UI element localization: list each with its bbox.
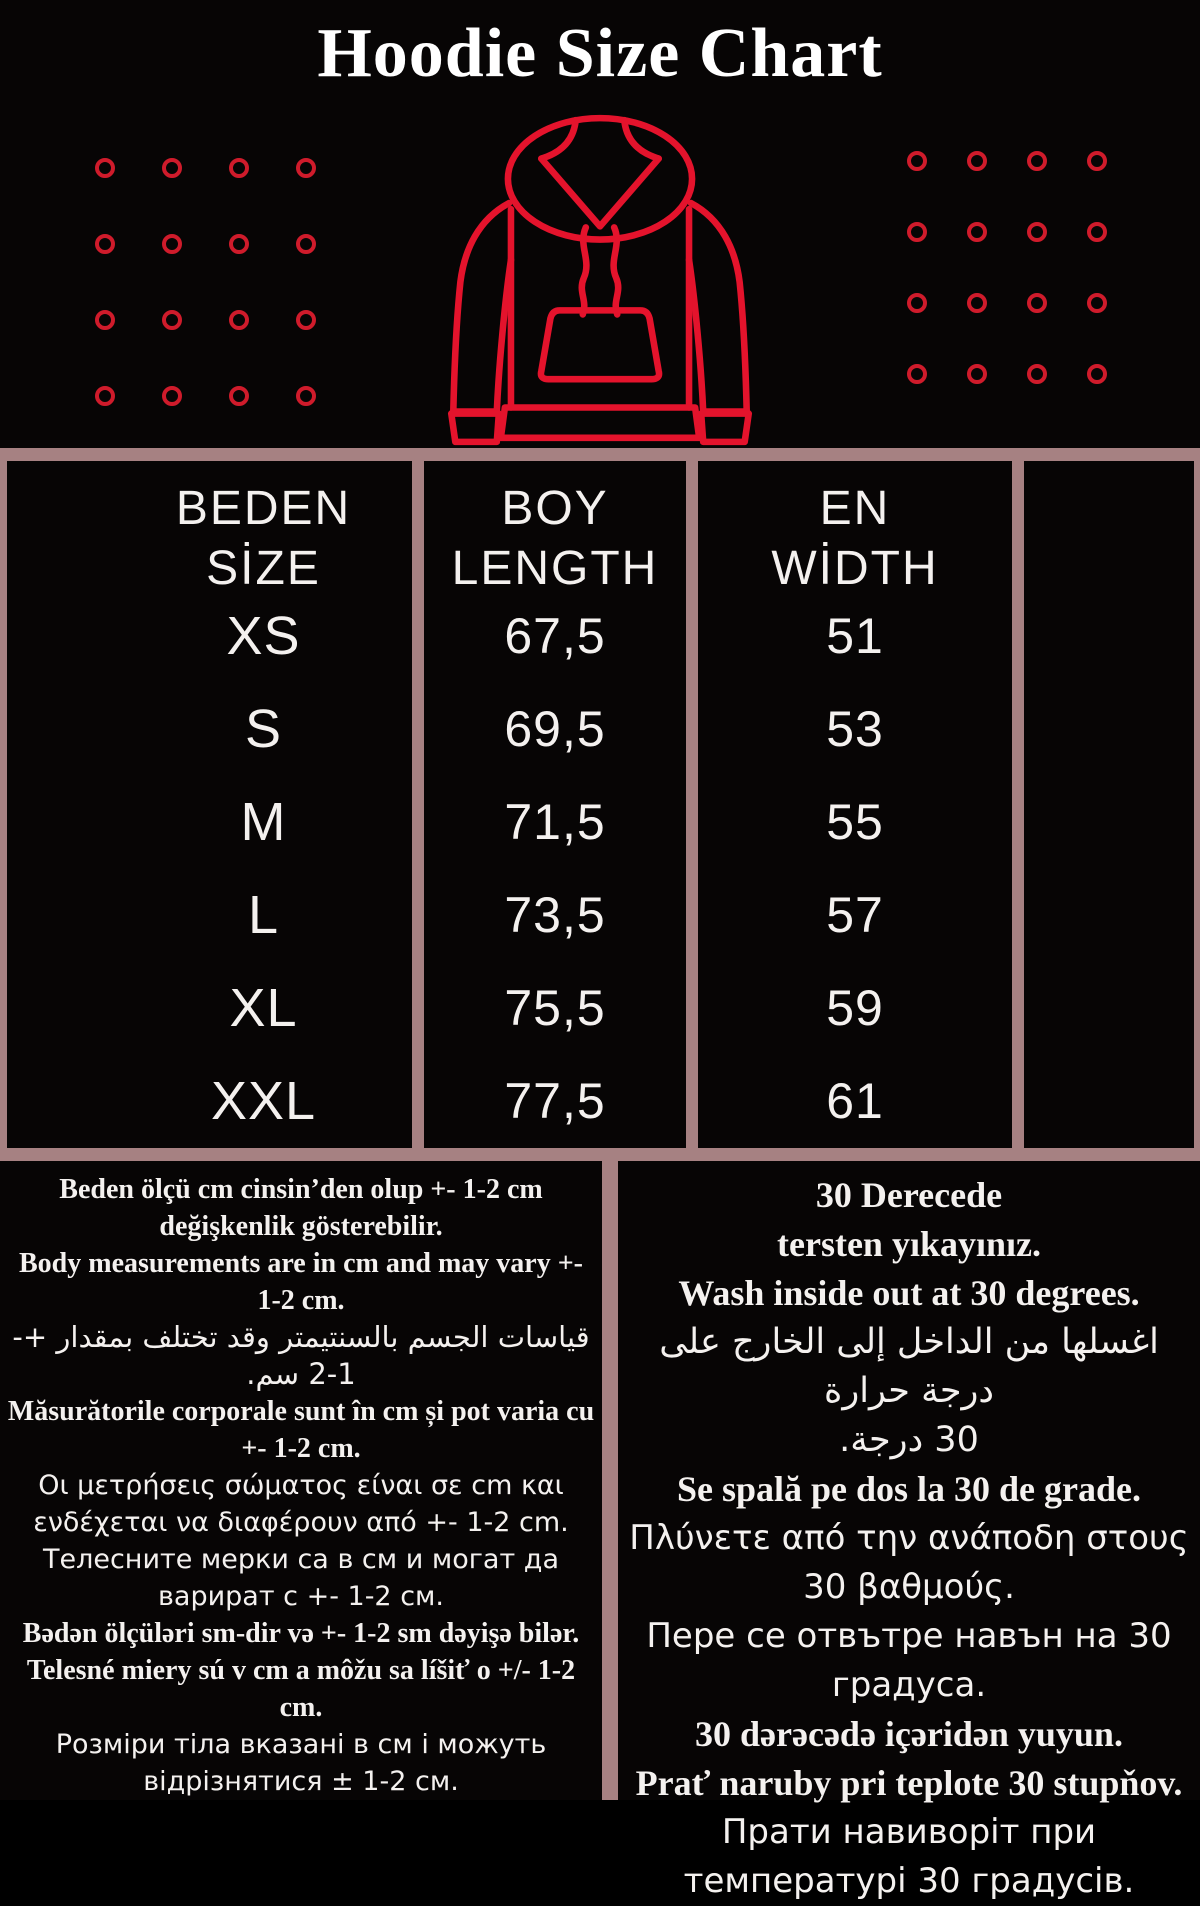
washing-note-line: Пере се отвътре навън на 30 градуса. [646,1616,1172,1705]
washing-note-line: Se spală pe dos la 30 de grade. [676,1469,1142,1509]
page-title: Hoodie Size Chart [317,15,883,92]
dot-icon [296,234,316,254]
dot-icon [967,293,987,313]
measurement-note-line: Telesné miery sú v cm a môžu sa líšiť o +/- 1-2 cm. [26,1655,576,1723]
dot-icon [1087,364,1107,384]
hoodie-hem [501,407,699,437]
dot-icon [907,293,927,313]
dot-icon [1027,293,1047,313]
measurement-note-line: Телесните мерки са в см и могат да варират с +- 1-2 см. [42,1544,560,1612]
dot-grid-right [907,151,1107,384]
header-line: LENGTH [451,542,659,596]
length-cell: 77,5 [424,1055,698,1148]
dot-icon [296,310,316,330]
dot-icon [229,386,249,406]
washing-note-line: tersten yıkayınız. [777,1224,1041,1264]
size-cell: S [7,682,424,775]
dot-icon [907,222,927,242]
measurement-note-line: Οι μετρήσεις σώματος είναι σε cm και ενδέχεται να διαφέρουν από +- 1-2 cm. [33,1470,569,1538]
dot-icon [95,310,115,330]
measurement-note-line: Body measurements are in cm and may vary +- 1-2 cm. [19,1248,583,1316]
washing-note-line: Прати навиворіт при температурі 30 градусів. [683,1812,1135,1901]
size-cell: XXL [7,1055,424,1148]
empty-header-cell [1024,461,1194,589]
measurement-note-line: Bədən ölçüləri sm-dir və +- 1-2 sm dəyişə bilər. [22,1618,580,1649]
empty-cell [1024,962,1194,1055]
dot-icon [162,158,182,178]
dot-icon [95,158,115,178]
width-cell: 57 [698,868,1024,961]
length-cell: 75,5 [424,962,698,1055]
washing-note-line: Πλύνετε από την ανάποδη στους 30 βαθμούς. [629,1518,1189,1607]
dot-icon [967,222,987,242]
dot-icon [296,158,316,178]
size-header-cell [7,461,424,596]
hoodie-pocket [541,310,659,379]
dot-icon [95,234,115,254]
size-cell: XS [7,589,424,682]
dot-icon [162,234,182,254]
measurement-notes [0,1161,602,1800]
header-line: WİDTH [771,542,939,596]
dot-icon [162,310,182,330]
length-cell: 71,5 [424,775,698,868]
dot-icon [907,151,927,171]
header-line: BEDEN [175,482,352,535]
measurement-note-line: قياسات الجسم بالسنتيمتر وقد تختلف بمقدار +- 1-2 سم. [12,1320,590,1391]
dot-icon [229,310,249,330]
washing-note-line: 30 Derecede [815,1175,1003,1215]
length-cell: 67,5 [424,589,698,682]
size-cell: XL [7,962,424,1055]
width-cell: 61 [698,1055,1024,1148]
header-line: BOY [501,482,609,535]
dot-icon [1027,151,1047,171]
hoodie-left-sleeve [453,203,511,411]
dot-icon [229,234,249,254]
washing-note-line: 30 dərəcədə içəridən yuyun. [695,1714,1123,1754]
washing-note-line: Prať naruby pri teplote 30 stupňov. [635,1763,1183,1803]
hoodie-outline-icon [448,108,752,452]
header-line: EN [819,482,891,535]
empty-cell [1024,1055,1194,1148]
measurement-note-line: Măsurătorile corporale sunt în cm și pot varia cu +- 1-2 cm. [7,1396,595,1464]
hoodie-left-cuff [451,414,499,442]
hoodie-drawstring-right [614,227,619,314]
empty-cell [1024,589,1194,682]
hoodie-hood [508,118,692,239]
dot-icon [967,151,987,171]
washing-notes [618,1161,1200,1901]
washing-note-line: اغسلها من الداخل إلى الخارج على درجة حرارة [659,1322,1159,1411]
empty-cell [1024,682,1194,775]
empty-cell [1024,775,1194,868]
width-cell: 59 [698,962,1024,1055]
hoodie-right-cuff [701,414,749,442]
dot-grid-left [95,158,316,406]
dot-icon [296,386,316,406]
dot-icon [1027,222,1047,242]
length-cell: 69,5 [424,682,698,775]
size-table [0,448,1200,1161]
length-cell: 73,5 [424,868,698,961]
measurement-note-line: Beden ölçü cm cinsin’den olup +- 1-2 cm değişkenlik gösterebilir. [59,1174,543,1242]
dot-icon [229,158,249,178]
dot-icon [1087,293,1107,313]
width-header-cell [698,461,1024,596]
dot-icon [1027,364,1047,384]
length-header-cell [424,461,698,596]
hoodie-collar [541,159,658,227]
width-cell: 51 [698,589,1024,682]
width-cell: 55 [698,775,1024,868]
size-cell: M [7,775,424,868]
width-cell: 53 [698,682,1024,775]
hoodie-drawstring-left [582,227,587,314]
size-cell: L [7,868,424,961]
bottom-section-divider [602,1161,618,1800]
washing-note-line: 30 درجة. [839,1420,979,1460]
measurement-note-line: Розміри тіла вказані в см і можуть відрізнятися ± 1-2 см. [55,1729,547,1797]
dot-icon [95,386,115,406]
empty-cell [1024,868,1194,961]
dot-icon [1087,222,1107,242]
dot-icon [907,364,927,384]
washing-note-line: Wash inside out at 30 degrees. [678,1273,1140,1313]
header-line: SİZE [206,542,321,596]
dot-icon [162,386,182,406]
dot-icon [1087,151,1107,171]
dot-icon [967,364,987,384]
hoodie-right-sleeve [689,203,747,411]
